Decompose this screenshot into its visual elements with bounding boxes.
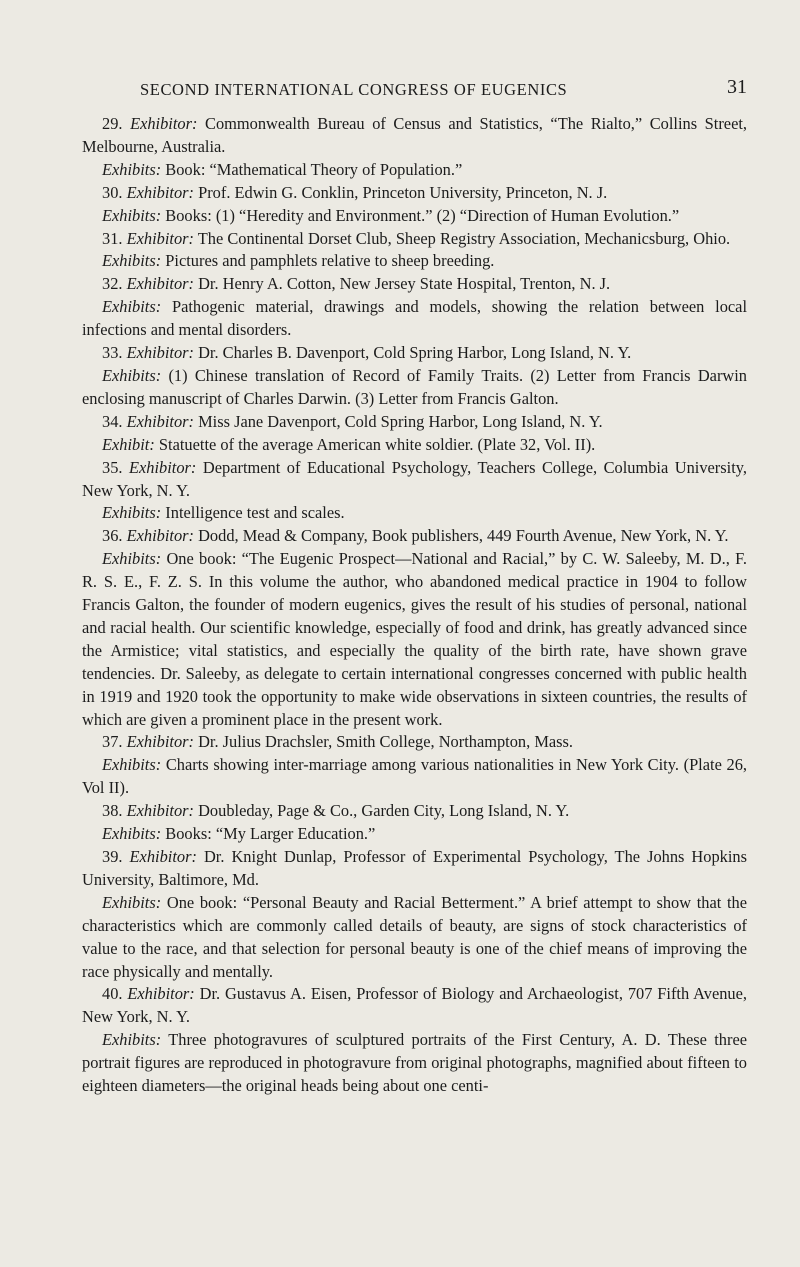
entry-30 [82,182,747,205]
exhibits-36 [82,548,747,731]
exhibitor-label: Exhibitor: [127,984,195,1004]
exhibits-text: Books: (1) “Heredity and Environment.” (2) “Direction of Human Evolution.” [165,205,680,225]
exhibitor-text: Dr. Knight Dunlap, Professor of Experimental Psychology, The Johns Hopkins University, Baltimore, Md. [82,847,747,889]
exhibits-label: Exhibits: [102,297,162,317]
entry-number: 33. [102,343,123,363]
running-title: SECOND INTERNATIONAL CONGRESS OF EUGENICS [140,80,568,99]
exhibits-29 [82,159,747,182]
entry-number: 35. [102,457,123,477]
exhibitor-text: The Continental Dorset Club, Sheep Registry Association, Mechanicsburg, Ohio. [197,228,731,248]
exhibits-text: One book: “The Eugenic Prospect—National and Racial,” by C. W. Saleeby, M. D., F. R. S. E., F. Z. S. In this volume the author, who abandoned medical practice in 1904 to follow Francis Galton, the founder of modern eugenics, gives the result of his studies of personal, national and racial health. Our scientific knowledge, especially of food and drink, has greatly advanced since the Armistice; vital statistics, and especially the quality of the birth rate, have shown grave tendencies. Dr. Saleeby, as delegate to certain international congresses concerned with public health in 1919 and 1920 took the opportunity to make wide observations in sixteen countries, the results of which are given a prominent place in the present work. [82,549,747,729]
exhibitor-label: Exhibitor: [126,228,194,248]
exhibitor-label: Exhibitor: [126,274,194,294]
exhibitor-label: Exhibitor: [129,457,197,477]
exhibitor-text: Dr. Charles B. Davenport, Cold Spring Harbor, Long Island, N. Y. [198,343,632,363]
exhibits-30 [82,205,747,228]
exhibitor-label: Exhibitor: [126,526,194,546]
exhibitor-label: Exhibitor: [130,114,198,133]
running-head [82,76,747,102]
exhibits-label: Exhibits: [102,824,162,844]
entry-33 [82,342,747,365]
exhibitor-text: Dr. Julius Drachsler, Smith College, Northampton, Mass. [198,732,574,752]
entry-37 [82,731,747,754]
entry-35 [82,457,747,503]
exhibits-label: Exhibits: [102,1030,162,1050]
exhibitor-label: Exhibitor: [126,411,194,431]
exhibits-text: One book: “Personal Beauty and Racial Betterment.” A brief attempt to show that the characteristics which are commonly called details of beauty, are signs of stock characteristics of value to the race, and that selection for personal beauty is one of the chief means of improving the race physically and mentally. [82,892,747,981]
exhibits-label: Exhibits: [102,503,162,523]
entry-34 [82,411,747,434]
exhibits-text: Pictures and pamphlets relative to sheep breeding. [165,251,495,271]
exhibits-text: (1) Chinese translation of Record of Family Traits. (2) Letter from Francis Darwin enclosing manuscript of Charles Darwin. (3) Letter from Francis Galton. [82,365,747,408]
entry-number: 29. [102,114,123,133]
exhibits-label: Exhibits: [102,365,162,385]
exhibitor-text: Prof. Edwin G. Conklin, Princeton University, Princeton, N. J. [198,182,608,202]
exhibits-text: Books: “My Larger Education.” [165,824,376,844]
exhibitor-text: Dr. Gustavus A. Eisen, Professor of Biology and Archaeologist, 707 Fifth Avenue, New York, N. Y. [82,984,747,1027]
entry-number: 40. [102,984,123,1004]
exhibitor-label: Exhibitor: [126,343,194,363]
entry-number: 30. [102,182,123,202]
exhibits-label: Exhibits: [102,892,162,912]
exhibitor-text: Dr. Henry A. Cotton, New Jersey State Hospital, Trenton, N. J. [198,274,611,294]
exhibitor-label: Exhibitor: [126,732,194,752]
exhibitor-text: Doubleday, Page & Co., Garden City, Long Island, N. Y. [198,801,570,821]
exhibits-text: Charts showing inter-marriage among various nationalities in New York City. (Plate 26, Vol II). [82,755,747,798]
entry-36 [82,525,747,548]
exhibits-34 [82,434,747,457]
exhibits-label: Exhibits: [102,159,162,179]
exhibitor-label: Exhibitor: [129,847,197,866]
exhibits-39 [82,892,747,984]
exhibits-text: Statuette of the average American white soldier. (Plate 32, Vol. II). [158,434,596,454]
exhibits-text: Pathogenic material, drawings and models, showing the relation between local infections and mental disorders. [82,297,747,340]
entry-number: 31. [102,228,123,248]
entry-29 [82,113,747,159]
entry-number: 34. [102,411,123,431]
exhibit-label: Exhibit: [102,434,155,454]
entry-39 [82,846,747,892]
entry-number: 39. [102,847,123,866]
entry-38 [82,800,747,823]
exhibits-33 [82,365,747,411]
entry-number: 36. [102,526,123,546]
exhibitor-text: Miss Jane Davenport, Cold Spring Harbor, Long Island, N. Y. [198,411,603,431]
exhibitor-label: Exhibitor: [126,801,194,821]
entry-32 [82,273,747,296]
exhibits-label: Exhibits: [102,205,162,225]
exhibits-text: Three photogravures of sculptured portraits of the First Century, A. D. These three portrait figures are reproduced in photogravure from original photographs, magnified about fifteen to eighteen diameters—the original heads being about one centi- [82,1030,747,1096]
exhibits-37 [82,754,747,800]
entry-number: 32. [102,274,123,294]
exhibitor-text: Commonwealth Bureau of Census and Statistics, “The Rialto,” Collins Street, Melbourne, Australia. [82,114,747,156]
exhibits-label: Exhibits: [102,755,162,775]
entry-40 [82,983,747,1029]
exhibits-32 [82,296,747,342]
exhibits-40 [82,1029,747,1098]
exhibits-label: Exhibits: [102,549,162,569]
exhibitor-label: Exhibitor: [126,182,194,202]
exhibits-35 [82,502,747,525]
exhibits-text: Intelligence test and scales. [165,503,345,523]
page-number: 31 [727,76,747,98]
exhibitor-text: Dodd, Mead & Company, Book publishers, 449 Fourth Avenue, New York, N. Y. [198,526,729,546]
exhibitor-list [82,113,747,1098]
exhibits-31 [82,250,747,273]
entry-number: 37. [102,732,123,752]
exhibits-38 [82,823,747,846]
entry-31 [82,228,747,251]
entry-number: 38. [102,801,123,821]
exhibits-label: Exhibits: [102,251,162,271]
exhibitor-text: Department of Educational Psychology, Teachers College, Columbia University, New York, N. Y. [82,457,747,500]
exhibits-text: Book: “Mathematical Theory of Population.” [165,159,463,179]
